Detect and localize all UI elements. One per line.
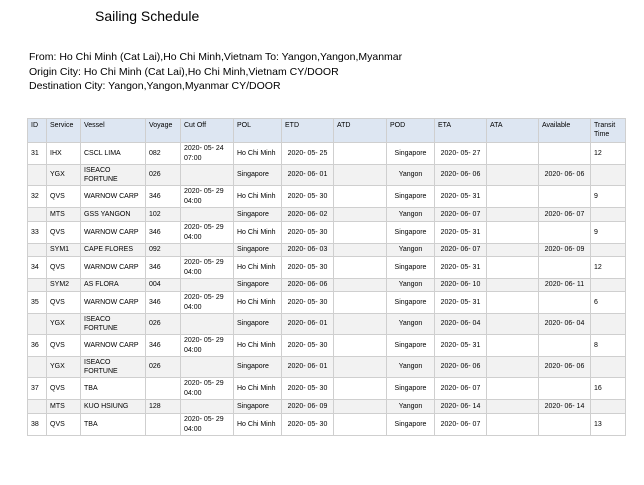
cell-available: 2020- 06- 06 [539, 165, 591, 186]
cell-pod: Yangon [387, 400, 435, 414]
cell-ata [487, 314, 539, 335]
cell-transit [591, 244, 626, 257]
cell-ata [487, 208, 539, 222]
cell-id: 32 [28, 186, 47, 208]
cell-pod: Yangon [387, 244, 435, 257]
cell-transit [591, 357, 626, 378]
cell-id: 37 [28, 378, 47, 400]
cell-cutoff: 2020- 05- 29 04:00 [181, 292, 234, 314]
cell-transit [591, 314, 626, 335]
cell-service: IHX [47, 143, 81, 165]
cell-voyage: 346 [146, 222, 181, 244]
cell-ata [487, 292, 539, 314]
cell-eta: 2020- 06- 07 [435, 378, 487, 400]
cell-transit: 12 [591, 257, 626, 279]
cell-available [539, 186, 591, 208]
cell-voyage: 082 [146, 143, 181, 165]
cell-voyage: 102 [146, 208, 181, 222]
column-header-voyage: Voyage [146, 119, 181, 143]
header-row [28, 119, 626, 143]
cell-pol: Singapore [234, 165, 282, 186]
cell-voyage [146, 378, 181, 400]
cell-available: 2020- 06- 06 [539, 357, 591, 378]
cell-id [28, 208, 47, 222]
cell-pol: Ho Chi Minh [234, 257, 282, 279]
column-header-etd: ETD [282, 119, 334, 143]
cell-atd [334, 357, 387, 378]
cell-available: 2020- 06- 14 [539, 400, 591, 414]
cell-service: QVS [47, 186, 81, 208]
cell-atd [334, 414, 387, 436]
column-header-transit-time: Transit Time [591, 119, 626, 143]
cell-available [539, 143, 591, 165]
cell-cutoff [181, 244, 234, 257]
cell-pod: Singapore [387, 257, 435, 279]
table-row [28, 414, 626, 436]
cell-vessel: AS FLORA [81, 279, 146, 292]
cell-cutoff: 2020- 05- 29 04:00 [181, 257, 234, 279]
table-row [28, 292, 626, 314]
cell-available [539, 257, 591, 279]
cell-vessel: TBA [81, 414, 146, 436]
cell-transit [591, 400, 626, 414]
cell-ata [487, 357, 539, 378]
cell-available: 2020- 06- 07 [539, 208, 591, 222]
cell-eta: 2020- 05- 27 [435, 143, 487, 165]
column-header-id: ID [28, 119, 47, 143]
cell-pol: Ho Chi Minh [234, 222, 282, 244]
cell-cutoff [181, 400, 234, 414]
table-row [28, 186, 626, 208]
cell-vessel: WARNOW CARP [81, 186, 146, 208]
cell-voyage: 026 [146, 314, 181, 335]
cell-pol: Ho Chi Minh [234, 186, 282, 208]
column-header-atd: ATD [334, 119, 387, 143]
cell-cutoff: 2020- 05- 29 04:00 [181, 335, 234, 357]
cell-eta: 2020- 05- 31 [435, 335, 487, 357]
cell-pol: Ho Chi Minh [234, 143, 282, 165]
cell-pol: Ho Chi Minh [234, 292, 282, 314]
table-row [28, 143, 626, 165]
cell-vessel: KUO HSIUNG [81, 400, 146, 414]
cell-voyage: 346 [146, 186, 181, 208]
cell-ata [487, 378, 539, 400]
cell-eta: 2020- 05- 31 [435, 186, 487, 208]
cell-ata [487, 186, 539, 208]
page-title: Sailing Schedule [95, 8, 200, 24]
cell-voyage: 092 [146, 244, 181, 257]
cell-transit: 13 [591, 414, 626, 436]
table-row [28, 314, 626, 335]
cell-available: 2020- 06- 04 [539, 314, 591, 335]
cell-atd [334, 244, 387, 257]
cell-ata [487, 414, 539, 436]
column-header-pol: POL [234, 119, 282, 143]
cell-service: YGX [47, 165, 81, 186]
cell-available [539, 335, 591, 357]
cell-ata [487, 165, 539, 186]
cell-eta: 2020- 06- 07 [435, 244, 487, 257]
cell-id [28, 400, 47, 414]
cell-etd: 2020- 05- 30 [282, 222, 334, 244]
cell-vessel: WARNOW CARP [81, 292, 146, 314]
from-to-line: From: Ho Chi Minh (Cat Lai),Ho Chi Minh,Vietnam To: Yangon,Yangon,Myanmar [29, 51, 403, 63]
cell-eta: 2020- 06- 07 [435, 414, 487, 436]
cell-cutoff [181, 279, 234, 292]
cell-transit [591, 165, 626, 186]
table-row [28, 244, 626, 257]
cell-ata [487, 244, 539, 257]
cell-atd [334, 335, 387, 357]
cell-cutoff: 2020- 05- 29 04:00 [181, 222, 234, 244]
cell-cutoff [181, 165, 234, 186]
cell-pod: Singapore [387, 335, 435, 357]
cell-transit: 16 [591, 378, 626, 400]
cell-eta: 2020- 06- 07 [435, 208, 487, 222]
cell-service: YGX [47, 314, 81, 335]
column-header-available: Available [539, 119, 591, 143]
cell-etd: 2020- 06- 09 [282, 400, 334, 414]
table-row [28, 165, 626, 186]
cell-atd [334, 378, 387, 400]
cell-etd: 2020- 05- 30 [282, 186, 334, 208]
cell-eta: 2020- 06- 14 [435, 400, 487, 414]
column-header-ata: ATA [487, 119, 539, 143]
cell-etd: 2020- 05- 30 [282, 257, 334, 279]
cell-atd [334, 292, 387, 314]
cell-id: 31 [28, 143, 47, 165]
cell-cutoff [181, 208, 234, 222]
cell-eta: 2020- 05- 31 [435, 292, 487, 314]
cell-atd [334, 279, 387, 292]
cell-transit: 6 [591, 292, 626, 314]
cell-pol: Ho Chi Minh [234, 414, 282, 436]
cell-service: QVS [47, 414, 81, 436]
cell-pod: Singapore [387, 378, 435, 400]
cell-pod: Yangon [387, 165, 435, 186]
cell-ata [487, 143, 539, 165]
cell-pol: Ho Chi Minh [234, 335, 282, 357]
cell-id [28, 279, 47, 292]
cell-vessel: WARNOW CARP [81, 257, 146, 279]
cell-service: MTS [47, 208, 81, 222]
cell-atd [334, 143, 387, 165]
cell-pol: Singapore [234, 279, 282, 292]
cell-etd: 2020- 06- 06 [282, 279, 334, 292]
cell-ata [487, 279, 539, 292]
cell-pod: Singapore [387, 143, 435, 165]
cell-id [28, 244, 47, 257]
column-header-vessel: Vessel [81, 119, 146, 143]
cell-cutoff: 2020- 05- 29 04:00 [181, 186, 234, 208]
column-header-service: Service [47, 119, 81, 143]
cell-id: 36 [28, 335, 47, 357]
cell-vessel: WARNOW CARP [81, 222, 146, 244]
cell-atd [334, 257, 387, 279]
table-row [28, 222, 626, 244]
table-row [28, 257, 626, 279]
cell-ata [487, 257, 539, 279]
cell-available [539, 292, 591, 314]
column-header-pod: POD [387, 119, 435, 143]
schedule-table [27, 118, 626, 436]
table-row [28, 208, 626, 222]
cell-available [539, 378, 591, 400]
cell-voyage: 128 [146, 400, 181, 414]
cell-pol: Singapore [234, 314, 282, 335]
cell-ata [487, 335, 539, 357]
cell-pod: Singapore [387, 292, 435, 314]
cell-ata [487, 222, 539, 244]
cell-transit: 9 [591, 222, 626, 244]
cell-vessel: ISEACO FORTUNE [81, 357, 146, 378]
cell-voyage: 026 [146, 357, 181, 378]
cell-pod: Yangon [387, 314, 435, 335]
cell-pod: Singapore [387, 186, 435, 208]
cell-eta: 2020- 05- 31 [435, 222, 487, 244]
cell-pol: Singapore [234, 400, 282, 414]
cell-etd: 2020- 06- 01 [282, 165, 334, 186]
route-info [29, 50, 402, 94]
cell-etd: 2020- 05- 25 [282, 143, 334, 165]
cell-pol: Ho Chi Minh [234, 378, 282, 400]
cell-service: MTS [47, 400, 81, 414]
cell-eta: 2020- 06- 06 [435, 165, 487, 186]
table-row [28, 279, 626, 292]
cell-service: SYM2 [47, 279, 81, 292]
cell-vessel: GSS YANGON [81, 208, 146, 222]
cell-vessel: CSCL LIMA [81, 143, 146, 165]
cell-id [28, 165, 47, 186]
cell-atd [334, 186, 387, 208]
cell-available [539, 414, 591, 436]
cell-vessel: ISEACO FORTUNE [81, 165, 146, 186]
cell-service: QVS [47, 335, 81, 357]
table-row [28, 335, 626, 357]
cell-service: YGX [47, 357, 81, 378]
cell-voyage: 346 [146, 257, 181, 279]
cell-id: 38 [28, 414, 47, 436]
cell-cutoff [181, 314, 234, 335]
cell-transit [591, 208, 626, 222]
cell-etd: 2020- 05- 30 [282, 414, 334, 436]
cell-pod: Yangon [387, 279, 435, 292]
cell-voyage: 346 [146, 292, 181, 314]
cell-id: 33 [28, 222, 47, 244]
column-header-eta: ETA [435, 119, 487, 143]
cell-service: QVS [47, 292, 81, 314]
cell-available: 2020- 06- 11 [539, 279, 591, 292]
cell-vessel: ISEACO FORTUNE [81, 314, 146, 335]
cell-eta: 2020- 06- 06 [435, 357, 487, 378]
table-header [28, 119, 626, 143]
column-header-cut-off: Cut Off [181, 119, 234, 143]
cell-vessel: TBA [81, 378, 146, 400]
cell-atd [334, 314, 387, 335]
cell-id [28, 314, 47, 335]
cell-etd: 2020- 06- 02 [282, 208, 334, 222]
cell-service: QVS [47, 378, 81, 400]
destination-city-line: Destination City: Yangon,Yangon,Myanmar CY/DOOR [29, 80, 281, 93]
cell-pol: Singapore [234, 208, 282, 222]
cell-eta: 2020- 06- 10 [435, 279, 487, 292]
cell-etd: 2020- 05- 30 [282, 378, 334, 400]
cell-etd: 2020- 06- 01 [282, 314, 334, 335]
cell-id [28, 357, 47, 378]
cell-voyage: 026 [146, 165, 181, 186]
cell-eta: 2020- 05- 31 [435, 257, 487, 279]
cell-pol: Singapore [234, 244, 282, 257]
cell-voyage: 004 [146, 279, 181, 292]
cell-service: QVS [47, 222, 81, 244]
cell-cutoff: 2020- 05- 29 04:00 [181, 414, 234, 436]
cell-transit: 9 [591, 186, 626, 208]
cell-atd [334, 165, 387, 186]
cell-atd [334, 208, 387, 222]
cell-pod: Singapore [387, 414, 435, 436]
cell-service: SYM1 [47, 244, 81, 257]
cell-vessel: CAPE FLORES [81, 244, 146, 257]
cell-pod: Yangon [387, 357, 435, 378]
table-body [28, 143, 626, 436]
cell-transit [591, 279, 626, 292]
cell-transit: 12 [591, 143, 626, 165]
cell-id: 35 [28, 292, 47, 314]
cell-voyage: 346 [146, 335, 181, 357]
cell-atd [334, 400, 387, 414]
cell-vessel: WARNOW CARP [81, 335, 146, 357]
cell-cutoff: 2020- 05- 24 07:00 [181, 143, 234, 165]
table-row [28, 357, 626, 378]
cell-pol: Singapore [234, 357, 282, 378]
cell-etd: 2020- 06- 01 [282, 357, 334, 378]
cell-voyage [146, 414, 181, 436]
cell-transit: 8 [591, 335, 626, 357]
origin-city-line: Origin City: Ho Chi Minh (Cat Lai),Ho Chi Minh,Vietnam CY/DOOR [29, 65, 339, 78]
cell-id: 34 [28, 257, 47, 279]
cell-available [539, 222, 591, 244]
cell-available: 2020- 06- 09 [539, 244, 591, 257]
cell-etd: 2020- 05- 30 [282, 292, 334, 314]
cell-eta: 2020- 06- 04 [435, 314, 487, 335]
cell-cutoff: 2020- 05- 29 04:00 [181, 378, 234, 400]
cell-cutoff [181, 357, 234, 378]
cell-etd: 2020- 05- 30 [282, 335, 334, 357]
cell-atd [334, 222, 387, 244]
cell-etd: 2020- 06- 03 [282, 244, 334, 257]
table-row [28, 400, 626, 414]
cell-pod: Singapore [387, 222, 435, 244]
table-row [28, 378, 626, 400]
cell-service: QVS [47, 257, 81, 279]
cell-ata [487, 400, 539, 414]
cell-pod: Yangon [387, 208, 435, 222]
